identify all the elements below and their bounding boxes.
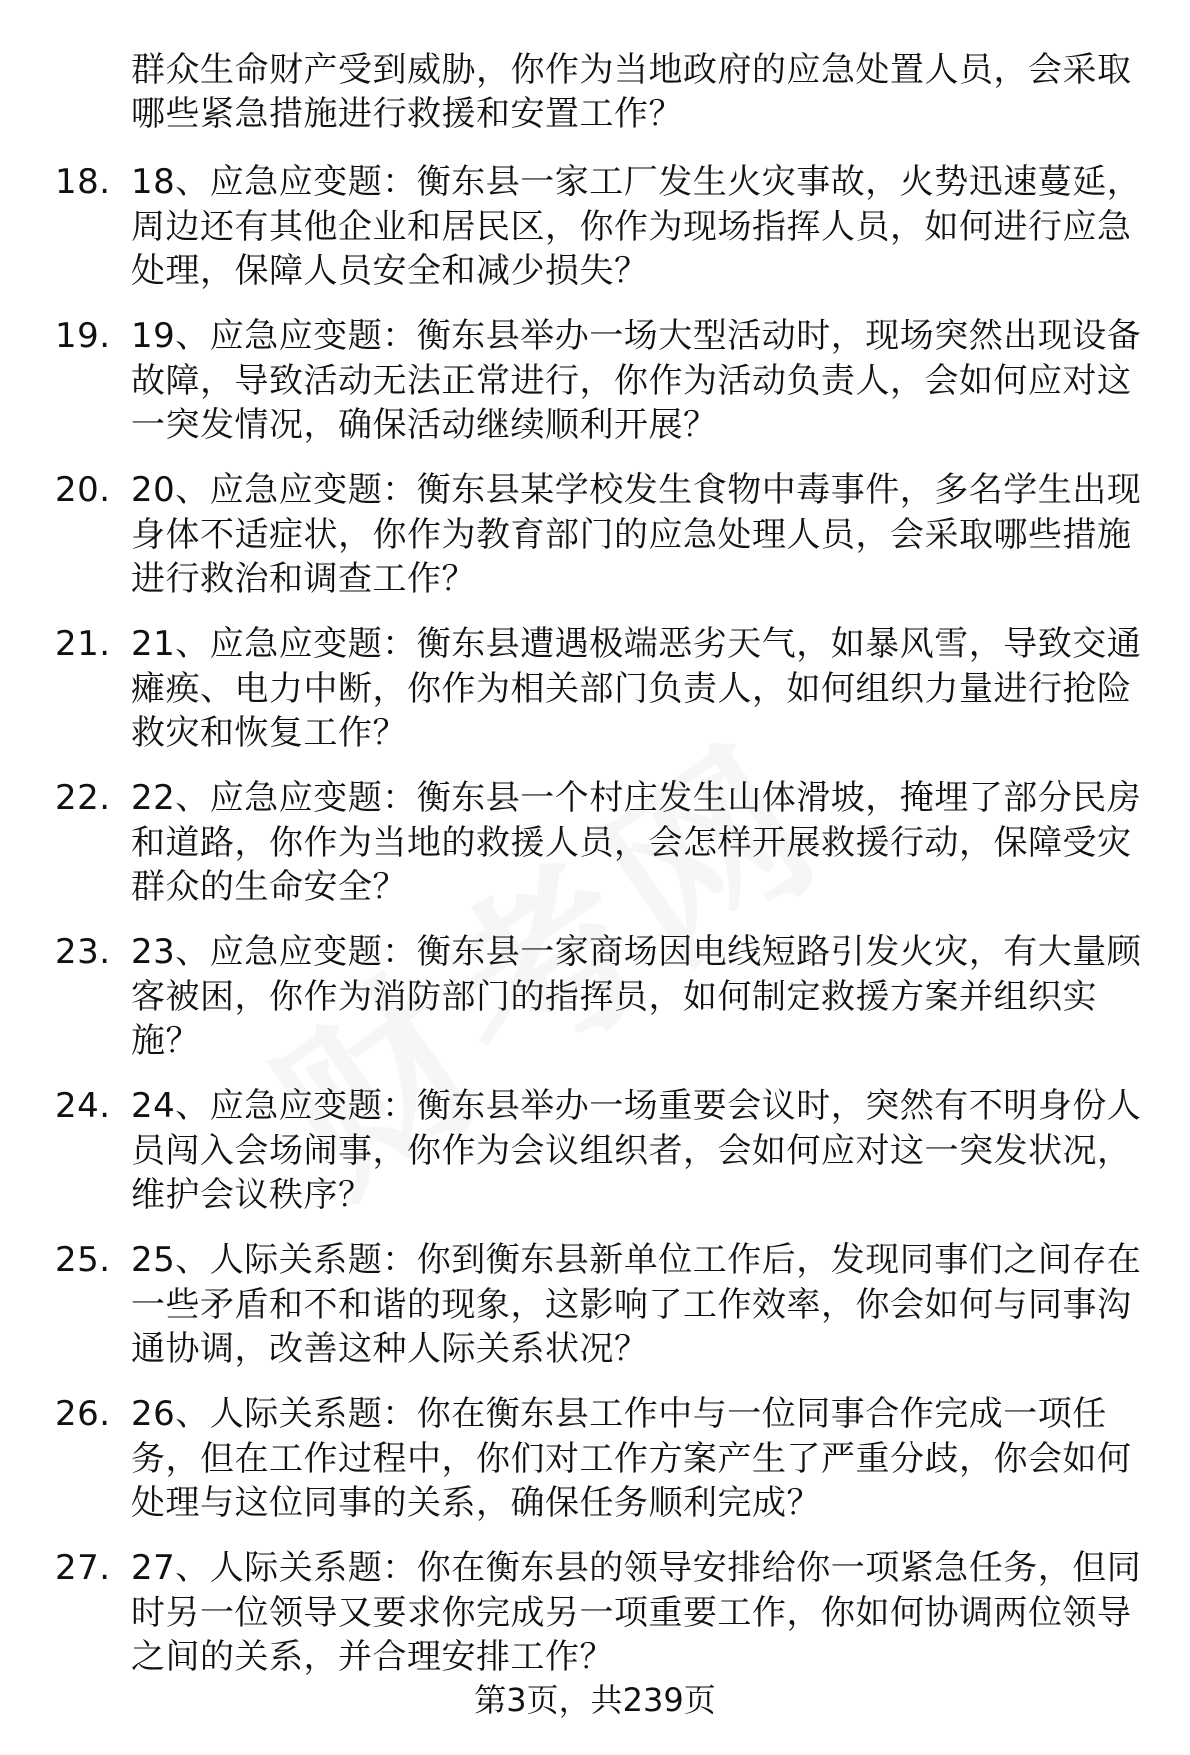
list-item <box>55 1238 1151 1372</box>
item-number: 19. <box>55 316 111 356</box>
item-number: 22. <box>55 778 111 818</box>
item-number: 25. <box>55 1240 111 1280</box>
item-text: 21、应急应变题：衡东县遭遇极端恶劣天气，如暴风雪，导致交通瘫痪、电力中断，你作为相关部门负责人，如何组织力量进行抢险救灾和恢复工作？ <box>131 624 1142 753</box>
item-text: 19、应急应变题：衡东县举办一场大型活动时，现场突然出现设备故障，导致活动无法正常进行，你作为活动负责人，会如何应对这一突发情况，确保活动继续顺利开展？ <box>131 316 1142 445</box>
item-number: 21. <box>55 624 111 664</box>
item-number: 27. <box>55 1548 111 1588</box>
item-number: 26. <box>55 1394 111 1434</box>
item-text: 20、应急应变题：衡东县某学校发生食物中毒事件，多名学生出现身体不适症状，你作为教育部门的应急处理人员，会采取哪些措施进行救治和调查工作？ <box>131 470 1142 599</box>
list-item <box>55 468 1151 602</box>
item-text: 18、应急应变题：衡东县一家工厂发生火灾事故，火势迅速蔓延，周边还有其他企业和居民区，你作为现场指挥人员，如何进行应急处理，保障人员安全和减少损失？ <box>131 162 1142 291</box>
page-footer: 第3页，共239页 <box>474 1681 716 1719</box>
item-number: 24. <box>55 1086 111 1126</box>
list-item <box>55 160 1151 294</box>
item-number: 18. <box>55 162 111 202</box>
item-number: 23. <box>55 932 111 972</box>
continuation-paragraph: 群众生命财产受到威胁，你作为当地政府的应急处置人员，会采取哪些紧急措施进行救援和安置工作？ <box>131 50 1132 134</box>
question-list <box>55 160 1151 1700</box>
item-text: 22、应急应变题：衡东县一个村庄发生山体滑坡，掩埋了部分民房和道路，你作为当地的救援人员，会怎样开展救援行动，保障受灾群众的生命安全？ <box>131 778 1142 907</box>
list-item <box>55 1084 1151 1218</box>
list-item <box>55 930 1151 1064</box>
list-item <box>55 1392 1151 1526</box>
list-item <box>55 622 1151 756</box>
item-text: 26、人际关系题：你在衡东县工作中与一位同事合作完成一项任务，但在工作过程中，你们对工作方案产生了严重分歧，你会如何处理与这位同事的关系，确保任务顺利完成？ <box>131 1394 1132 1523</box>
list-item <box>55 776 1151 910</box>
item-number: 20. <box>55 470 111 510</box>
item-text: 24、应急应变题：衡东县举办一场重要会议时，突然有不明身份人员闯入会场闹事，你作为会议组织者，会如何应对这一突发状况，维护会议秩序？ <box>131 1086 1142 1215</box>
list-item <box>55 1546 1151 1680</box>
item-text: 27、人际关系题：你在衡东县的领导安排给你一项紧急任务，但同时另一位领导又要求你完成另一项重要工作，你如何协调两位领导之间的关系，并合理安排工作？ <box>131 1548 1142 1677</box>
item-text: 23、应急应变题：衡东县一家商场因电线短路引发火灾，有大量顾客被困，你作为消防部门的指挥员，如何制定救援方案并组织实施？ <box>131 932 1142 1061</box>
item-text: 25、人际关系题：你到衡东县新单位工作后，发现同事们之间存在一些矛盾和不和谐的现象，这影响了工作效率，你会如何与同事沟通协调，改善这种人际关系状况？ <box>131 1240 1142 1369</box>
list-item <box>55 314 1151 448</box>
